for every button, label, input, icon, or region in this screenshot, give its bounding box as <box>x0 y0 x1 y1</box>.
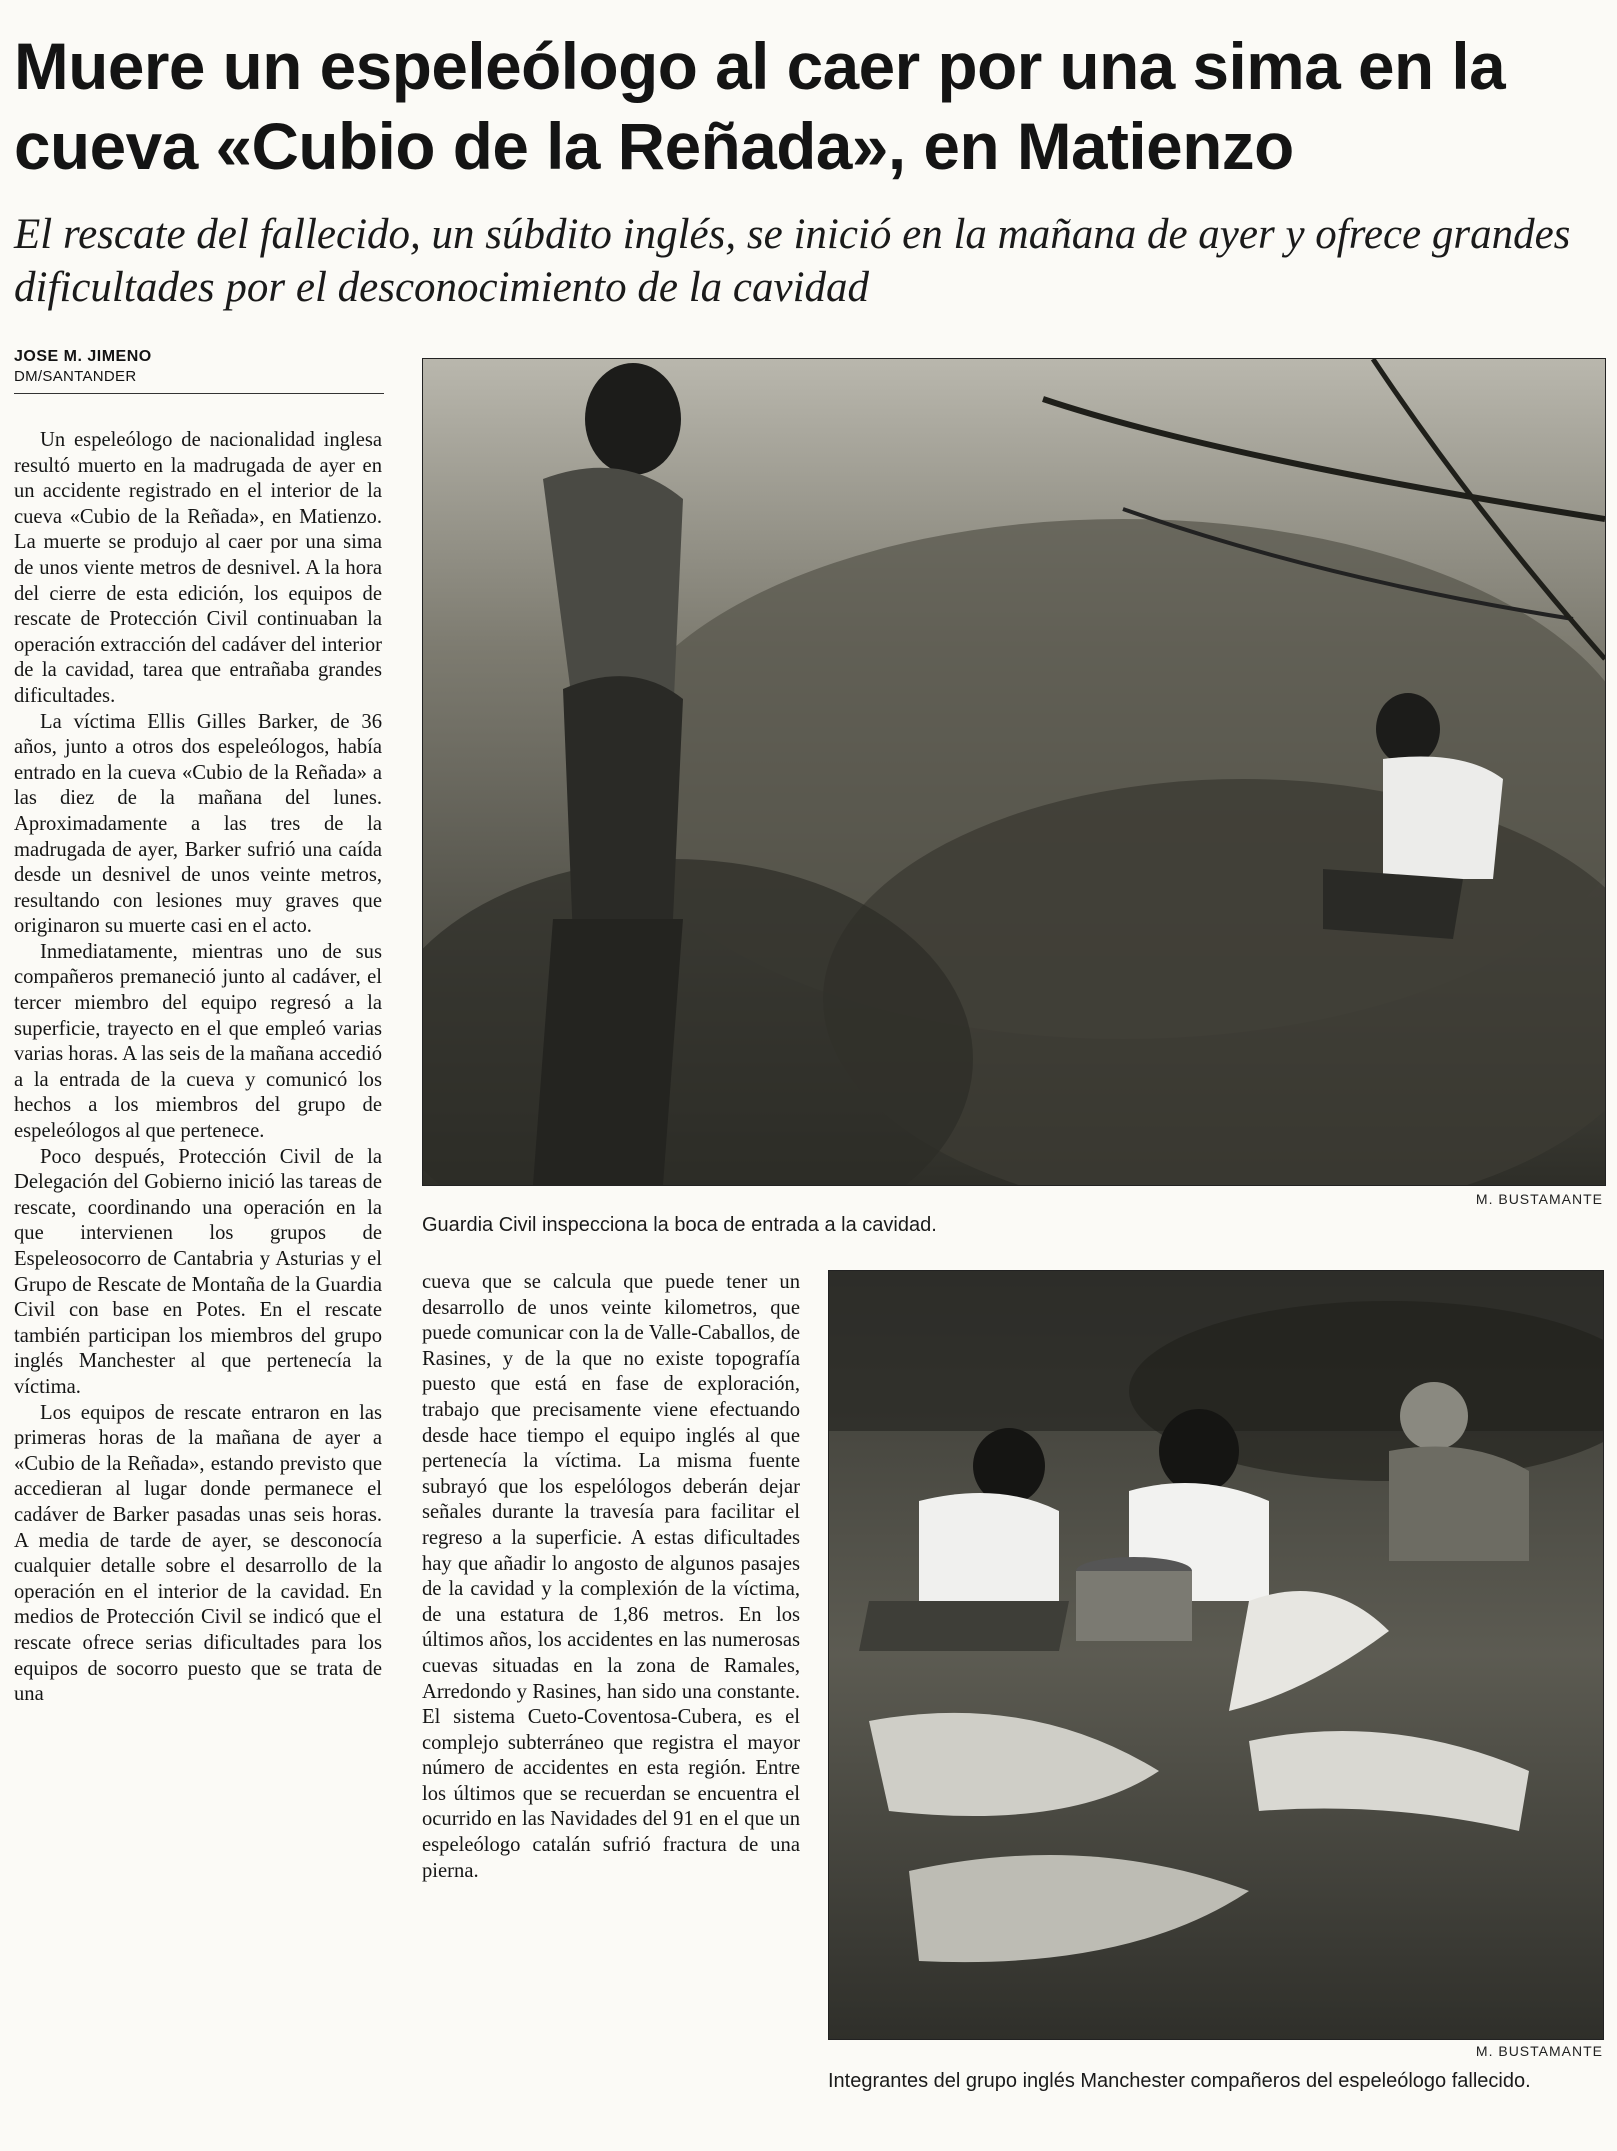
article-column-middle <box>422 1270 800 1884</box>
photo-guardia-civil-cave-entrance <box>422 358 1606 1186</box>
photo-credit: M. BUSTAMANTE <box>1475 1191 1603 1207</box>
photo-1-image <box>423 359 1605 1185</box>
photo-caption: Integrantes del grupo inglés Manchester compañeros del espeleólogo fallecido. <box>828 2070 1531 2092</box>
byline-location: DM/SANTANDER <box>14 368 137 385</box>
article-paragraph: Los equipos de rescate entraron en las primeras horas de la mañana de ayer a «Cubio de la Reñada», estando previsto que accedieran al lugar donde permanece el cadáver de Barker pasadas unas seis horas. A media de tarde de ayer, se desconocía cualquier detalle sobre el desarrollo de la operación en el interior de la cavidad. En medios de Protección Civil se indicó que el rescate ofrece serias dificultades para los equipos de socorro puesto que se trata de una <box>14 1401 382 1706</box>
photo-credit: M. BUSTAMANTE <box>1475 2043 1603 2059</box>
article-paragraph: cueva que se calcula que puede tener un desarrollo de unos veinte kilometros, que puede comunicar con la de Valle-Caballos, de Rasines, y de la que no existe topografía puesto que está en fase de exploración, trabajo que precisamente viene efectuando desde hace tiempo el equipo inglés al que pertenecía la víctima. La misma fuente subrayó que los espelólogos deberán dejar señales durante la travesía para facilitar el regreso a la superficie. A estas dificultades hay que añadir lo angosto de algunos pasajes de la cavidad y la complexión de la víctima, de una estatura de 1,86 metros. En los últimos años, los accidentes en las numerosas cuevas situadas en la zona de Ramales, Arredondo y Rasines, han sido una constante. El sistema Cueto-Coventosa-Cubera, es el complejo subterráneo que registra el mayor número de accidentes en esta región. Entre los últimos que se recuerdan se encuentra el ocurrido en las Navidades del 91 en el que un espeleólogo catalán sufrió fractura de una pierna. <box>422 1271 800 1882</box>
photo-caption: Guardia Civil inspecciona la boca de entrada a la cavidad. <box>422 1214 937 1236</box>
article-paragraph: Inmediatamente, mientras uno de sus compañeros premaneció junto al cadáver, el tercer miembro del equipo regresó a la superficie, trayecto en el que empleó varias varias horas. A las seis de la mañana accedió a la entrada de la cueva y comunicó los hechos a los miembros del grupo de espeleólogos al que pertenece. <box>14 940 382 1143</box>
article-paragraph: Poco después, Protección Civil de la Delegación del Gobierno inició las tareas de rescate, coordinando una operación en la que intervienen los grupos de Espeleosocorro de Cantabria y Asturias y el Grupo de Rescate de Montaña de la Guardia Civil con base en Potes. En el rescate también participan los miembros del grupo inglés Manchester al que pertenecía la víctima. <box>14 1145 382 1398</box>
photo-manchester-group <box>828 1270 1604 2040</box>
byline-author: JOSE M. JIMENO <box>14 348 152 365</box>
deck-subtitle: El rescate del fallecido, un súbdito inglés, se inició en la mañana de ayer y ofrece grandes dificultades por el desconocimiento de la cavidad <box>14 211 1571 311</box>
article-column-left <box>14 428 382 1708</box>
photo-2-image <box>829 1271 1603 2039</box>
article-paragraph: Un espeleólogo de nacionalidad inglesa resultó muerto en la madrugada de ayer en un accidente registrado en el interior de la cueva «Cubio de la Reñada», en Matienzo. La muerte se produjo al caer por una sima de unos viente metros de desnivel. A la hora del cierre de esta edición, los equipos de rescate de Protección Civil continuaban la operación extracción del cadáver del interior de la cavidad, tarea que entrañaba grandes dificultades. <box>14 429 382 707</box>
byline <box>14 347 384 394</box>
headline: Muere un espeleólogo al caer por una sima en la cueva «Cubio de la Reñada», en Matienzo <box>14 29 1506 183</box>
article-paragraph: La víctima Ellis Gilles Barker, de 36 años, junto a otros dos espeleólogos, había entrado en la cueva «Cubio de la Reñada» a las diez de la mañana del lunes. Aproximadamente a las tres de la madrugada de ayer, Barker sufrió una caída desde un desnivel de unos veinte metros, resultando con lesiones muy graves que originaron su muerte casi en el acto. <box>14 710 382 938</box>
